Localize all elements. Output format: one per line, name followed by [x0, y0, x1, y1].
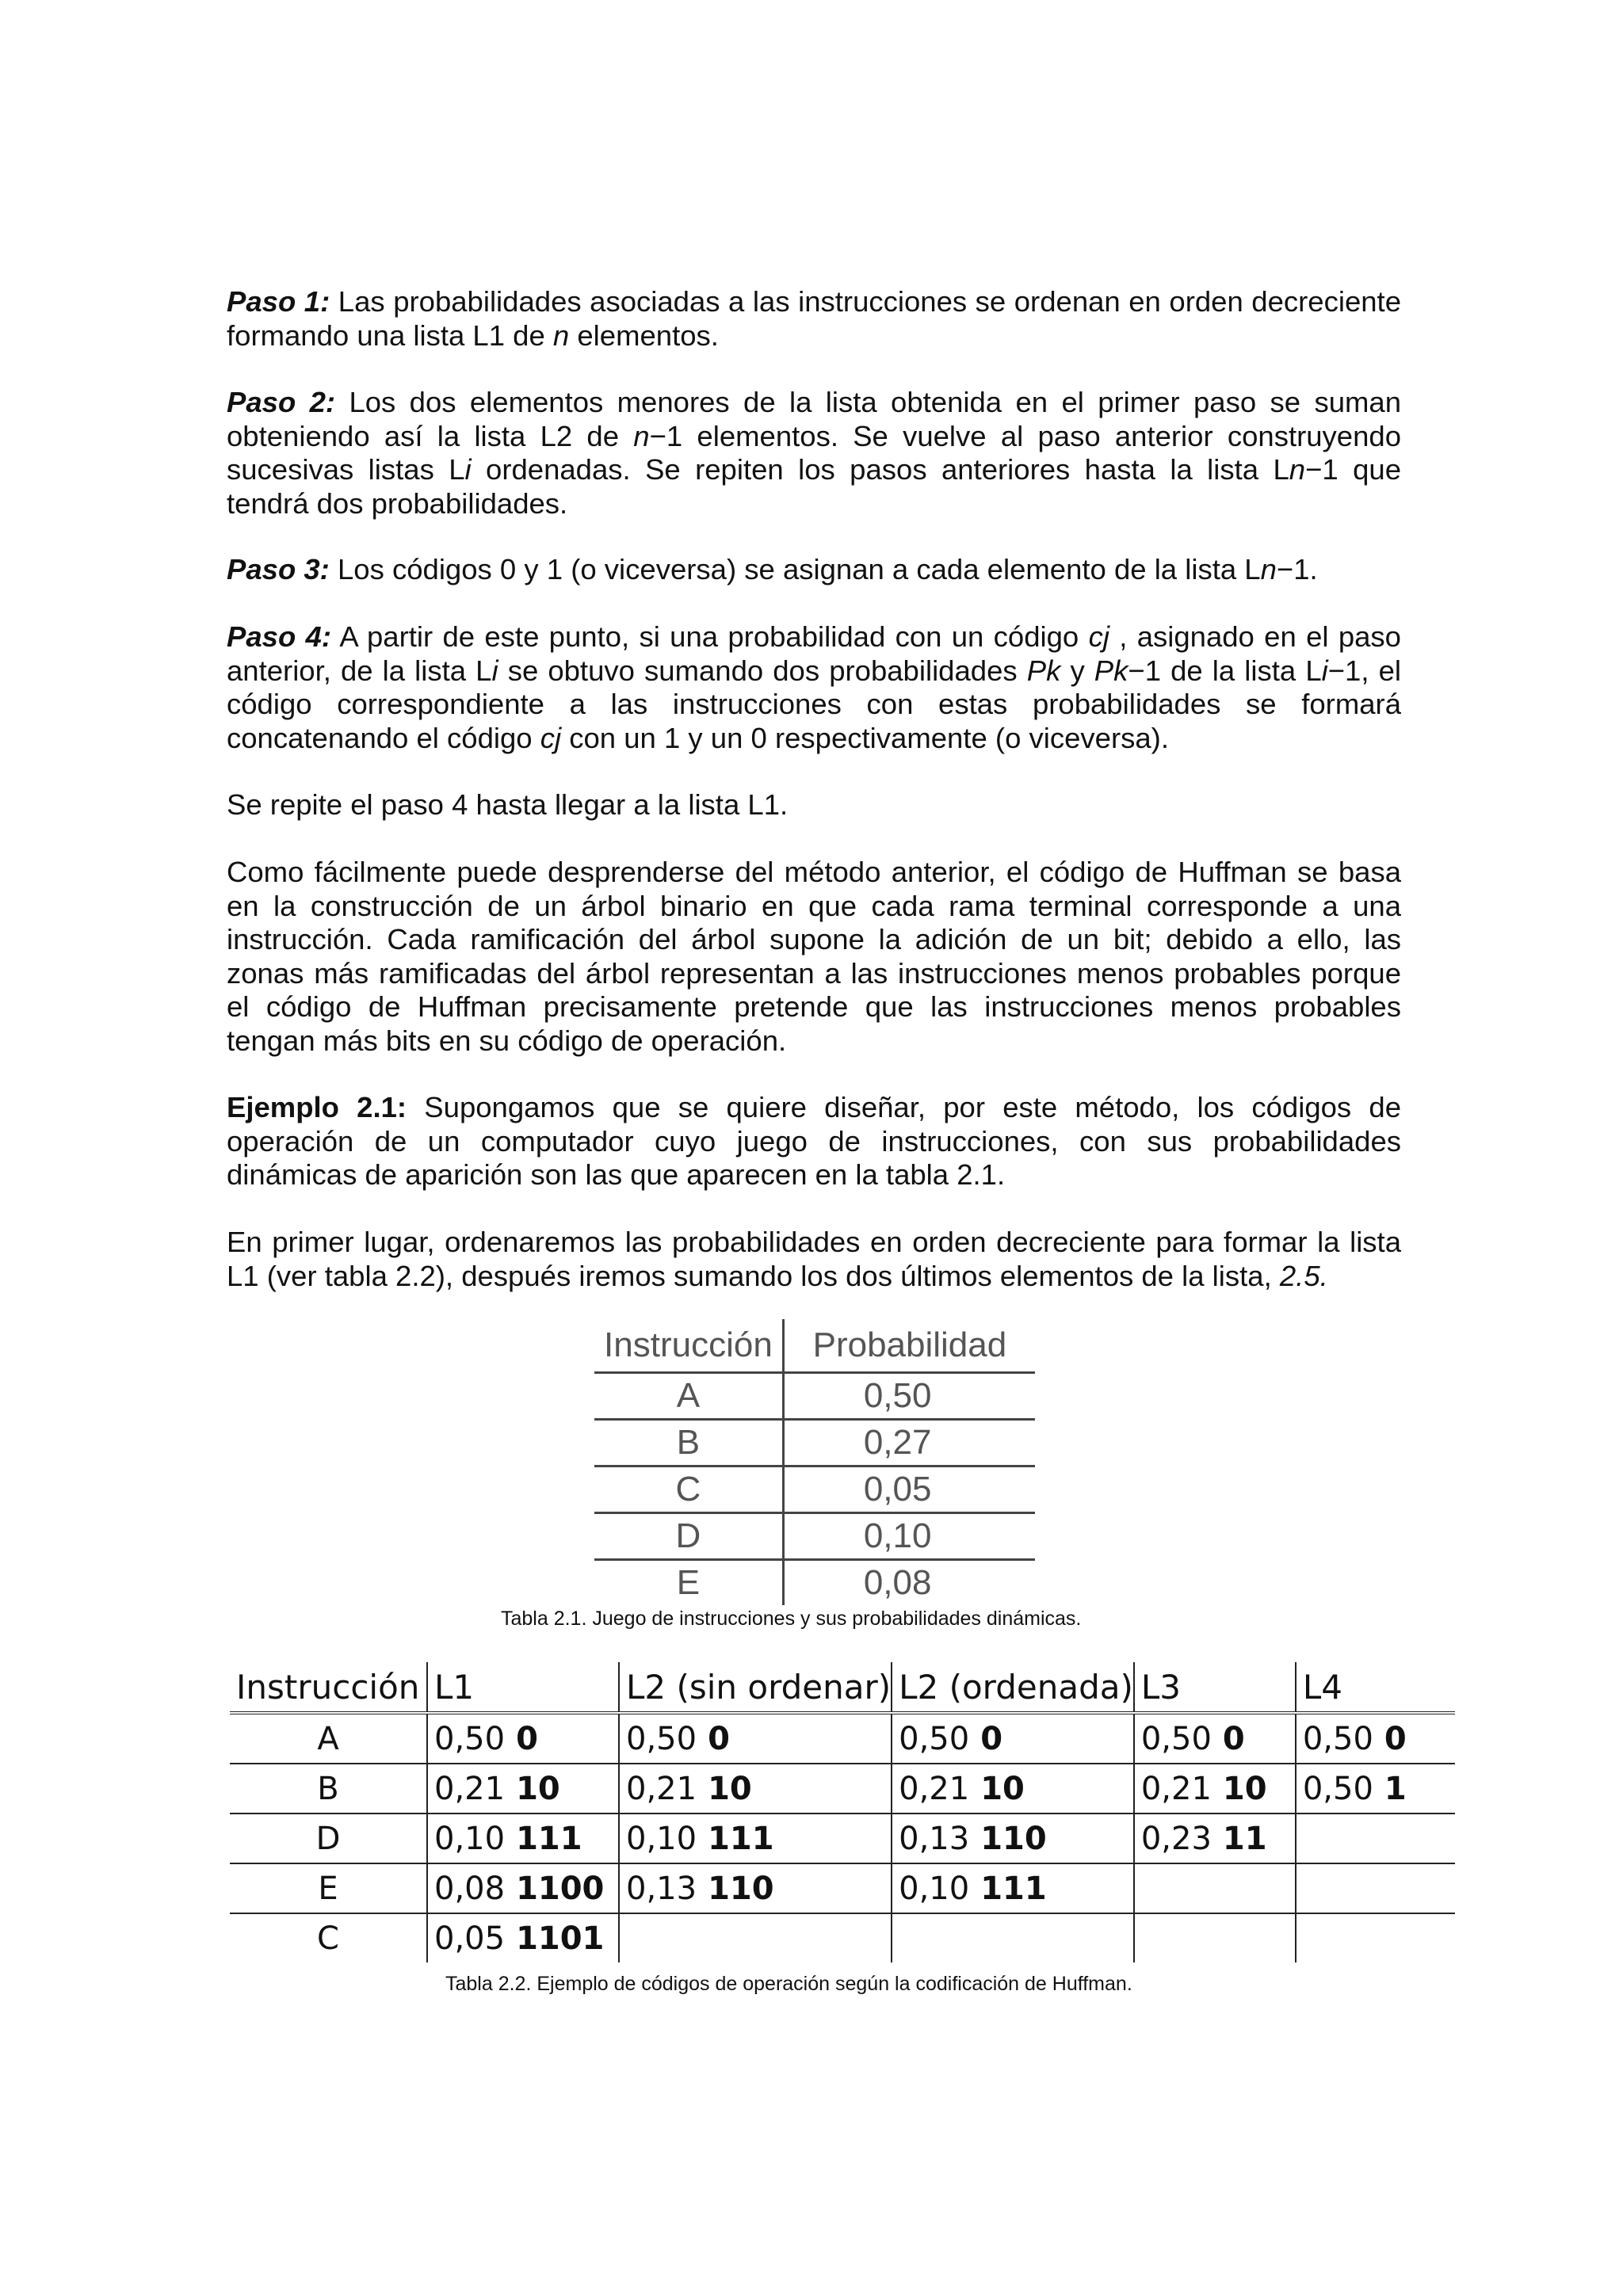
table-2-1-caption: Tabla 2.1. Juego de instrucciones y sus probabilidades dinámicas.: [501, 1608, 1082, 1630]
cell-l1: [427, 1913, 619, 1962]
cell-instruccion: C: [594, 1466, 783, 1513]
code-value: 1100: [516, 1870, 605, 1907]
prob-value: 0,50: [1302, 1720, 1373, 1757]
cell-l2-sin-ordenar: [619, 1863, 892, 1913]
prob-value: 0,50: [1302, 1770, 1373, 1807]
code-value: 10: [1222, 1770, 1267, 1807]
cell-l3: [1134, 1764, 1296, 1814]
table-row: [230, 1713, 1455, 1764]
cell-l2-ordenada: [892, 1713, 1134, 1764]
cell-probabilidad: 0,08: [863, 1563, 932, 1602]
code-value: 1: [1384, 1770, 1407, 1807]
code-value: 111: [708, 1820, 774, 1857]
code-value: 111: [980, 1870, 1047, 1907]
code-value: 10: [980, 1770, 1025, 1807]
table-row: [594, 1373, 1035, 1420]
prob-value: 0,10: [626, 1820, 697, 1857]
code-value: 1101: [516, 1920, 605, 1957]
code-value: 111: [516, 1820, 582, 1857]
table-row: [594, 1513, 1035, 1560]
cell-l2-sin-ordenar: [619, 1814, 892, 1863]
cell-l2-sin-ordenar: [619, 1913, 892, 1962]
cell-probabilidad: 0,10: [783, 1513, 1035, 1560]
cell-l4: [1296, 1814, 1455, 1863]
table-row: [230, 1764, 1455, 1814]
paragraph-primer-lugar: En primer lugar, ordenaremos las probabilidades en orden decreciente para formar la lista L1 (ver tabla 2.2), después iremos sumando los dos últimos elementos de la lista, 2.5.: [227, 1226, 1401, 1292]
cell-l2-ordenada: [892, 1764, 1134, 1814]
cell-l3: [1134, 1814, 1296, 1863]
cell-l4: [1296, 1713, 1455, 1764]
cell-l3: [1134, 1913, 1296, 1962]
paragraph-huffman: Como fácilmente puede desprenderse del método anterior, el código de Huffman se basa en la construcción de un árbol binario en que cada rama terminal corresponde a una instrucción. Cada ramificación del árbol supone la adición de un bit; debido a ello, las zonas más ramificadas del árbol representan a las instrucciones menos probables porque el código de Huffman precisamente pretende que las instrucciones menos probables tengan más bits en su código de operación.: [227, 856, 1401, 1057]
header-instruccion: Instrucción: [230, 1662, 427, 1713]
code-value: 110: [708, 1870, 774, 1907]
cell-l2-ordenada: [892, 1814, 1134, 1863]
header-l1: L1: [427, 1662, 619, 1713]
code-value: 0: [980, 1720, 1003, 1757]
prob-value: 0,23: [1140, 1820, 1212, 1857]
code-value: 0: [708, 1720, 730, 1757]
cell-probabilidad: 0,27: [783, 1420, 1035, 1466]
prob-value: 0,05: [434, 1920, 506, 1957]
cell-instruccion: A: [594, 1373, 783, 1420]
cell-instruccion: C: [317, 1920, 339, 1957]
header-l4: L4: [1296, 1662, 1455, 1713]
cell-l1: [427, 1764, 619, 1814]
code-value: 10: [708, 1770, 752, 1807]
cell-l2-ordenada: [892, 1863, 1134, 1913]
table-row: [594, 1420, 1035, 1466]
table-row: [594, 1466, 1035, 1513]
header-probabilidad: Probabilidad: [783, 1319, 1035, 1373]
cell-instruccion: D: [594, 1513, 783, 1560]
cell-instruccion: A: [230, 1713, 427, 1764]
prob-value: 0,13: [626, 1870, 697, 1907]
cell-instruccion: B: [594, 1420, 783, 1466]
prob-value: 0,50: [899, 1720, 970, 1757]
table-row: [594, 1560, 1035, 1606]
cell-instruccion: E: [594, 1560, 783, 1606]
prob-value: 0,50: [1140, 1720, 1212, 1757]
prob-value: 0,21: [434, 1770, 506, 1807]
prob-value: 0,21: [626, 1770, 697, 1807]
cell-l1: [427, 1713, 619, 1764]
table-row: [230, 1913, 1455, 1962]
table-2-2-caption: Tabla 2.2. Ejemplo de códigos de operación según la codificación de Huffman.: [445, 1973, 1132, 1995]
paragraph-paso-1: Paso 1: Las probabilidades asociadas a las instrucciones se ordenan en orden decreciente formando una lista L1 de n elementos.: [227, 285, 1401, 352]
prob-value: 0,08: [434, 1870, 506, 1907]
paragraph-paso-3: Paso 3: Los códigos 0 y 1 (o viceversa) se asignan a cada elemento de la lista Ln−1.: [227, 553, 1318, 585]
code-value: 11: [1222, 1820, 1267, 1857]
cell-instruccion: E: [230, 1863, 427, 1913]
prob-value: 0,13: [899, 1820, 970, 1857]
prob-value: 0,21: [899, 1770, 970, 1807]
cell-l3: [1134, 1863, 1296, 1913]
header-l2-sin-ordenar: L2 (sin ordenar): [619, 1662, 892, 1713]
cell-l4: [1296, 1913, 1455, 1962]
table-instruction-probabilities: [594, 1319, 1035, 1605]
prob-value: 0,50: [434, 1720, 506, 1757]
paragraph-paso-4: Paso 4: A partir de este punto, si una probabilidad con un código cj , asignado en el paso anterior, de la lista Li se obtuvo sumando dos probabilidades Pk y Pk−1 de la lista Li−1, el código correspondiente a las instrucciones con estas probabilidades se formará concatenando el código cj con un 1 y un 0 respectivamente (o viceversa).: [227, 620, 1401, 754]
cell-l4: [1296, 1863, 1455, 1913]
cell-l3: [1134, 1713, 1296, 1764]
table-row: [230, 1814, 1455, 1863]
header-instruccion: Instrucción: [594, 1319, 783, 1373]
paragraph-ejemplo: Ejemplo 2.1: Supongamos que se quiere diseñar, por este método, los códigos de operación de un computador cuyo juego de instrucciones, con sus probabilidades dinámicas de aparición son las que aparecen en la tabla 2.1.: [227, 1091, 1401, 1191]
code-value: 110: [980, 1820, 1047, 1857]
prob-value: 0,21: [1140, 1770, 1212, 1807]
cell-probabilidad: 0,05: [783, 1466, 1035, 1513]
code-value: 10: [516, 1770, 560, 1807]
table-header-row: [594, 1319, 1035, 1373]
paragraph-repite: Se repite el paso 4 hasta llegar a la lista L1.: [227, 788, 789, 821]
cell-l1: [427, 1863, 619, 1913]
code-value: 0: [1222, 1720, 1245, 1757]
header-l3: L3: [1134, 1662, 1296, 1713]
code-value: 0: [516, 1720, 538, 1757]
paragraph-paso-2: Paso 2: Los dos elementos menores de la lista obtenida en el primer paso se suman obteniendo así la lista L2 de n−1 elementos. Se vuelve al paso anterior construyendo sucesivas listas Li ordenadas. Se repiten los pasos anteriores hasta la lista Ln−1 que tendrá dos probabilidades.: [227, 386, 1402, 520]
cell-l1: [427, 1814, 619, 1863]
cell-l2-sin-ordenar: [619, 1713, 892, 1764]
cell-instruccion: B: [230, 1764, 427, 1814]
cell-instruccion: D: [230, 1814, 427, 1863]
cell-l4: [1296, 1764, 1455, 1814]
prob-value: 0,50: [626, 1720, 697, 1757]
prob-value: 0,10: [899, 1870, 970, 1907]
cell-probabilidad: 0,50: [783, 1373, 1035, 1420]
table-huffman-codes: [230, 1662, 1455, 1962]
table-row: [230, 1863, 1455, 1913]
prob-value: 0,10: [434, 1820, 506, 1857]
header-l2-ordenada: L2 (ordenada): [892, 1662, 1134, 1713]
cell-l2-ordenada: [892, 1913, 1134, 1962]
table-header-row: [230, 1662, 1455, 1713]
code-value: 0: [1384, 1720, 1407, 1757]
cell-l2-sin-ordenar: [619, 1764, 892, 1814]
